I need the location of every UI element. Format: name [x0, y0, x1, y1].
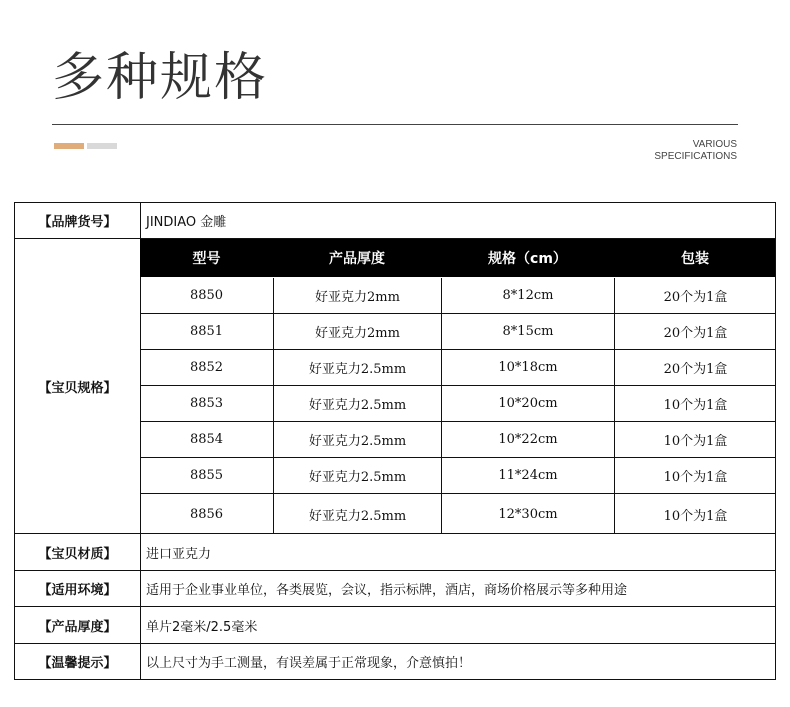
cell-size: 8*12cm — [441, 278, 614, 313]
cell-size: 12*30cm — [441, 494, 614, 534]
subtitle — [654, 139, 737, 163]
cell-model: 8853 — [189, 396, 224, 411]
header-size: 规格（cm） — [488, 251, 567, 267]
table-row — [140, 422, 775, 458]
cell-model: 8850 — [189, 288, 224, 303]
table-row — [140, 494, 775, 534]
product-spec-table — [14, 202, 776, 680]
cell-packaging: 10个为1盒 — [614, 458, 776, 493]
environment-label: 【适用环境】 — [15, 571, 141, 606]
material-row — [15, 534, 775, 571]
cell-size: 10*22cm — [441, 422, 614, 457]
cell-model: 8855 — [189, 468, 224, 483]
thickness-label: 【产品厚度】 — [15, 607, 141, 643]
material-value: 进口亚克力 — [146, 546, 212, 562]
subtitle-line-2: SPECIFICATIONS — [654, 151, 737, 162]
header-model: 型号 — [192, 251, 221, 267]
specs-label: 【宝贝规格】 — [15, 239, 141, 533]
header-packaging: 包装 — [681, 251, 709, 267]
cell-packaging: 20个为1盒 — [614, 278, 776, 313]
brand-value: JINDIAO 金雕 — [146, 215, 227, 230]
cell-thickness: 好亚克力2.5mm — [273, 350, 441, 385]
environment-row — [15, 571, 775, 607]
spec-grid-header — [140, 239, 775, 277]
table-row — [140, 386, 775, 422]
table-row — [140, 314, 775, 350]
spec-grid — [140, 239, 775, 534]
cell-packaging: 10个为1盒 — [614, 386, 776, 421]
cell-model: 8854 — [189, 432, 224, 447]
cell-thickness: 好亚克力2mm — [273, 314, 441, 349]
header-thickness: 产品厚度 — [329, 251, 385, 267]
cell-thickness: 好亚克力2.5mm — [273, 386, 441, 421]
brand-label: 【品牌货号】 — [15, 203, 141, 238]
cell-packaging: 10个为1盒 — [614, 494, 776, 534]
cell-packaging: 10个为1盒 — [614, 422, 776, 457]
notice-label: 【温馨提示】 — [15, 644, 141, 679]
table-row — [140, 350, 775, 386]
cell-packaging: 20个为1盒 — [614, 314, 776, 349]
material-label: 【宝贝材质】 — [15, 534, 141, 570]
notice-row — [15, 644, 775, 679]
title-divider — [52, 124, 738, 125]
page-title: 多种规格 — [52, 48, 269, 108]
notice-value: 以上尺寸为手工测量，有误差属于正常现象，介意慎拍！ — [146, 656, 472, 671]
cell-thickness: 好亚克力2.5mm — [273, 458, 441, 493]
cell-packaging: 20个为1盒 — [614, 350, 776, 385]
subtitle-line-1: VARIOUS — [692, 139, 737, 150]
cell-size: 10*20cm — [441, 386, 614, 421]
cell-model: 8856 — [189, 506, 224, 522]
cell-thickness: 好亚克力2.5mm — [273, 422, 441, 457]
accent-bar-gray — [87, 143, 117, 149]
thickness-row — [15, 607, 775, 644]
table-row — [140, 458, 775, 494]
cell-model: 8851 — [189, 324, 224, 339]
environment-value: 适用于企业事业单位，各类展览，会议，指示标牌，酒店，商场价格展示等多种用途 — [146, 583, 628, 598]
cell-thickness: 好亚克力2mm — [273, 278, 441, 313]
brand-row — [15, 203, 775, 239]
cell-thickness: 好亚克力2.5mm — [273, 494, 441, 534]
cell-size: 8*15cm — [441, 314, 614, 349]
accent-bar-orange — [54, 143, 84, 149]
cell-size: 11*24cm — [441, 458, 614, 493]
table-row — [140, 278, 775, 314]
cell-size: 10*18cm — [441, 350, 614, 385]
thickness-value: 单片2毫米/2.5毫米 — [146, 619, 258, 635]
cell-model: 8852 — [189, 360, 224, 375]
